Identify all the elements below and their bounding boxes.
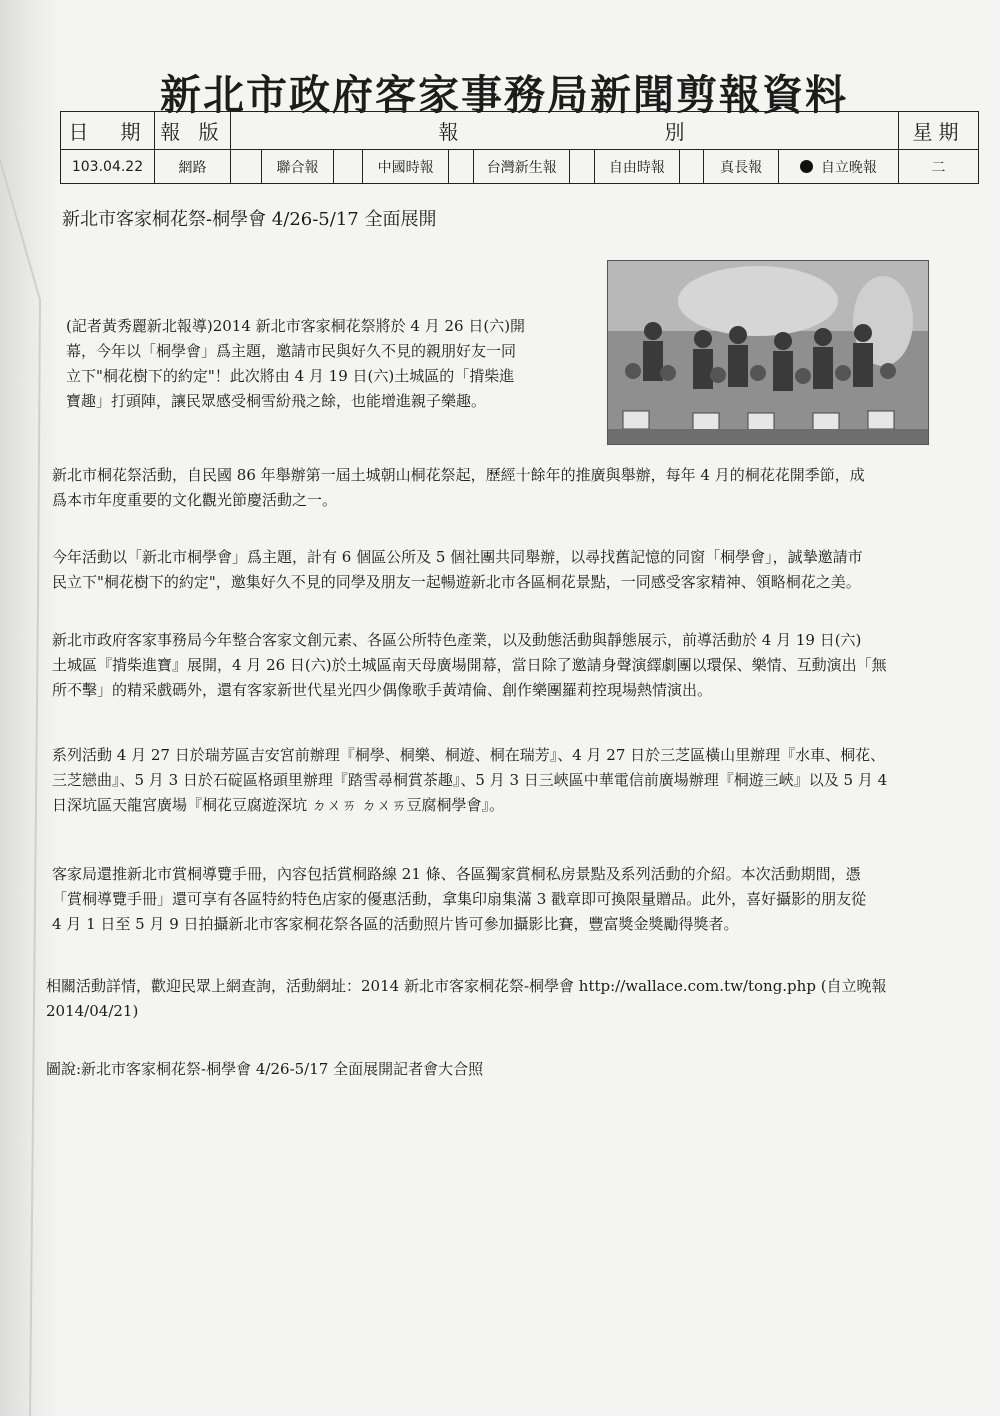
edition-value: 網路 [155, 150, 231, 184]
paragraph-history [52, 463, 972, 513]
paragraph-line: 日深坑區天龍宮廣場『桐花豆腐遊深坑 ㄉㄨㄞ ㄉㄨㄞ豆腐桐學會』。 [52, 796, 505, 814]
lead-line: (記者黃秀麗新北報導)2014 新北市客家桐花祭將於 4 月 26 日(六)開 [66, 317, 526, 335]
paper-list [231, 150, 899, 184]
paragraph-line: 客家局還推新北市賞桐導覽手冊，內容包括賞桐路線 21 條、各區獨家賞桐私房景點及系列活動的介紹。本次活動期間，憑 [52, 865, 861, 883]
article-headline: 新北市客家桐花祭-桐學會 4/26-5/17 全面展開 [62, 209, 437, 230]
weekday-column-header: 星期 [899, 112, 979, 150]
selected-paper-label: 自立晚報 [820, 159, 877, 176]
paragraph-line: 所不擊」的精采戲碼外，還有客家新世代星光四少偶像歌手黃靖倫、創作樂團羅莉控現場熱情演出。 [52, 681, 713, 699]
press-conference-photo [607, 260, 929, 445]
paper-zhenchang: 真長報 [704, 150, 778, 183]
clipping-header-table [60, 111, 979, 184]
paragraph-guidebook [52, 862, 972, 937]
date-value: 103.04.22 [61, 150, 155, 184]
paragraph-line: 「賞桐導覽手冊」還可享有各區特約特色店家的優惠活動，拿集印扇集滿 3 戳章即可換限量贈品。此外，喜好攝影的朋友從 [52, 890, 867, 908]
photo-caption: 圖說:新北市客家桐花祭-桐學會 4/26-5/17 全面展開記者會大合照 [46, 1060, 484, 1078]
paragraph-line: 2014/04/21) [46, 1002, 139, 1020]
lead-line: 幕，今年以「桐學會」爲主題，邀請市民與好久不見的親朋好友一同 [66, 342, 517, 360]
paragraph-line: 土城區『揹柴進寶』展開，4 月 26 日(六)於土城區南天母廣場開幕，當日除了邀請身聲演繹劇團以環保、樂情、互動演出「無 [52, 656, 887, 674]
paragraph-series [52, 743, 972, 818]
paragraph-line: 今年活動以「新北市桐學會」爲主題，計有 6 個區公所及 5 個社團共同舉辦，以尋找舊記憶的同窗「桐學會」，誠摯邀請市 [52, 548, 863, 566]
edition-column-header: 報 版 [155, 112, 231, 150]
group-photo-illustration [608, 261, 928, 444]
category-header-part-1: 報 [438, 120, 465, 144]
paragraph-website [46, 974, 966, 1024]
paragraph-line: 三芝戀曲』、5 月 3 日於石碇區格頭里辦理『踏雪尋桐賞茶趣』、5 月 3 日三峽區中華電信前廣場辦理『桐遊三峽』以及 5 月 4 [52, 771, 888, 789]
lead-line: 立下"桐花樹下的約定"！此次將由 4 月 19 日(六)土城區的「揹柴進 [66, 367, 515, 385]
selected-paper-dot-icon [800, 160, 813, 173]
category-header-part-2: 別 [664, 120, 691, 144]
lead-line: 寶趣」打頭陣，讓民眾感受桐雪紛飛之餘，也能增進親子樂趣。 [66, 392, 487, 410]
paper-shin-sheng: 台灣新生報 [474, 150, 570, 183]
weekday-value: 二 [899, 150, 979, 184]
paragraph-line: 新北市桐花祭活動，自民國 86 年舉辦第一屆土城朝山桐花祭起，歷經十餘年的推廣與舉辦，每年 4 月的桐花花開季節，成 [52, 466, 865, 484]
paragraph-line: 新北市政府客家事務局今年整合客家文創元素、各區公所特色產業，以及動態活動與靜態展示，前導活動於 4 月 19 日(六) [52, 631, 862, 649]
date-column-header: 日 期 [61, 112, 155, 150]
paragraph-theme [52, 545, 972, 595]
document-title: 新北市政府客家事務局新聞剪報資料 [160, 71, 848, 119]
paragraph-line: 系列活動 4 月 27 日於瑞芳區吉安宮前辦理『桐學、桐樂、桐遊、桐在瑞芳』、4 月 27 日於三芝區橫山里辦理『水車、桐花、 [52, 746, 886, 764]
paper-china-times: 中國時報 [363, 150, 449, 183]
paper-liberty-times: 自由時報 [595, 150, 679, 183]
paragraph-line: 爲本市年度重要的文化觀光節慶活動之一。 [52, 491, 338, 509]
paragraph-line: 民立下"桐花樹下的約定"，邀集好久不見的同學及朋友一起暢遊新北市各區桐花景點，一同感受客家精神、領略桐花之美。 [52, 573, 861, 591]
paper-independence-evening [779, 150, 898, 183]
category-column-header [231, 112, 899, 150]
paragraph-line: 相關活動詳情，歡迎民眾上網查詢，活動網址：2014 新北市客家桐花祭-桐學會 http://wallace.com.tw/tong.php (自立晚報 [46, 977, 887, 995]
paragraph-opening [52, 628, 972, 703]
paragraph-line: 4 月 1 日至 5 月 9 日拍攝新北市客家桐花祭各區的活動照片皆可參加攝影比賽，豐富獎金獎勵得獎者。 [52, 915, 739, 933]
paper-udn: 聯合報 [262, 150, 334, 183]
lead-paragraph [66, 314, 586, 414]
